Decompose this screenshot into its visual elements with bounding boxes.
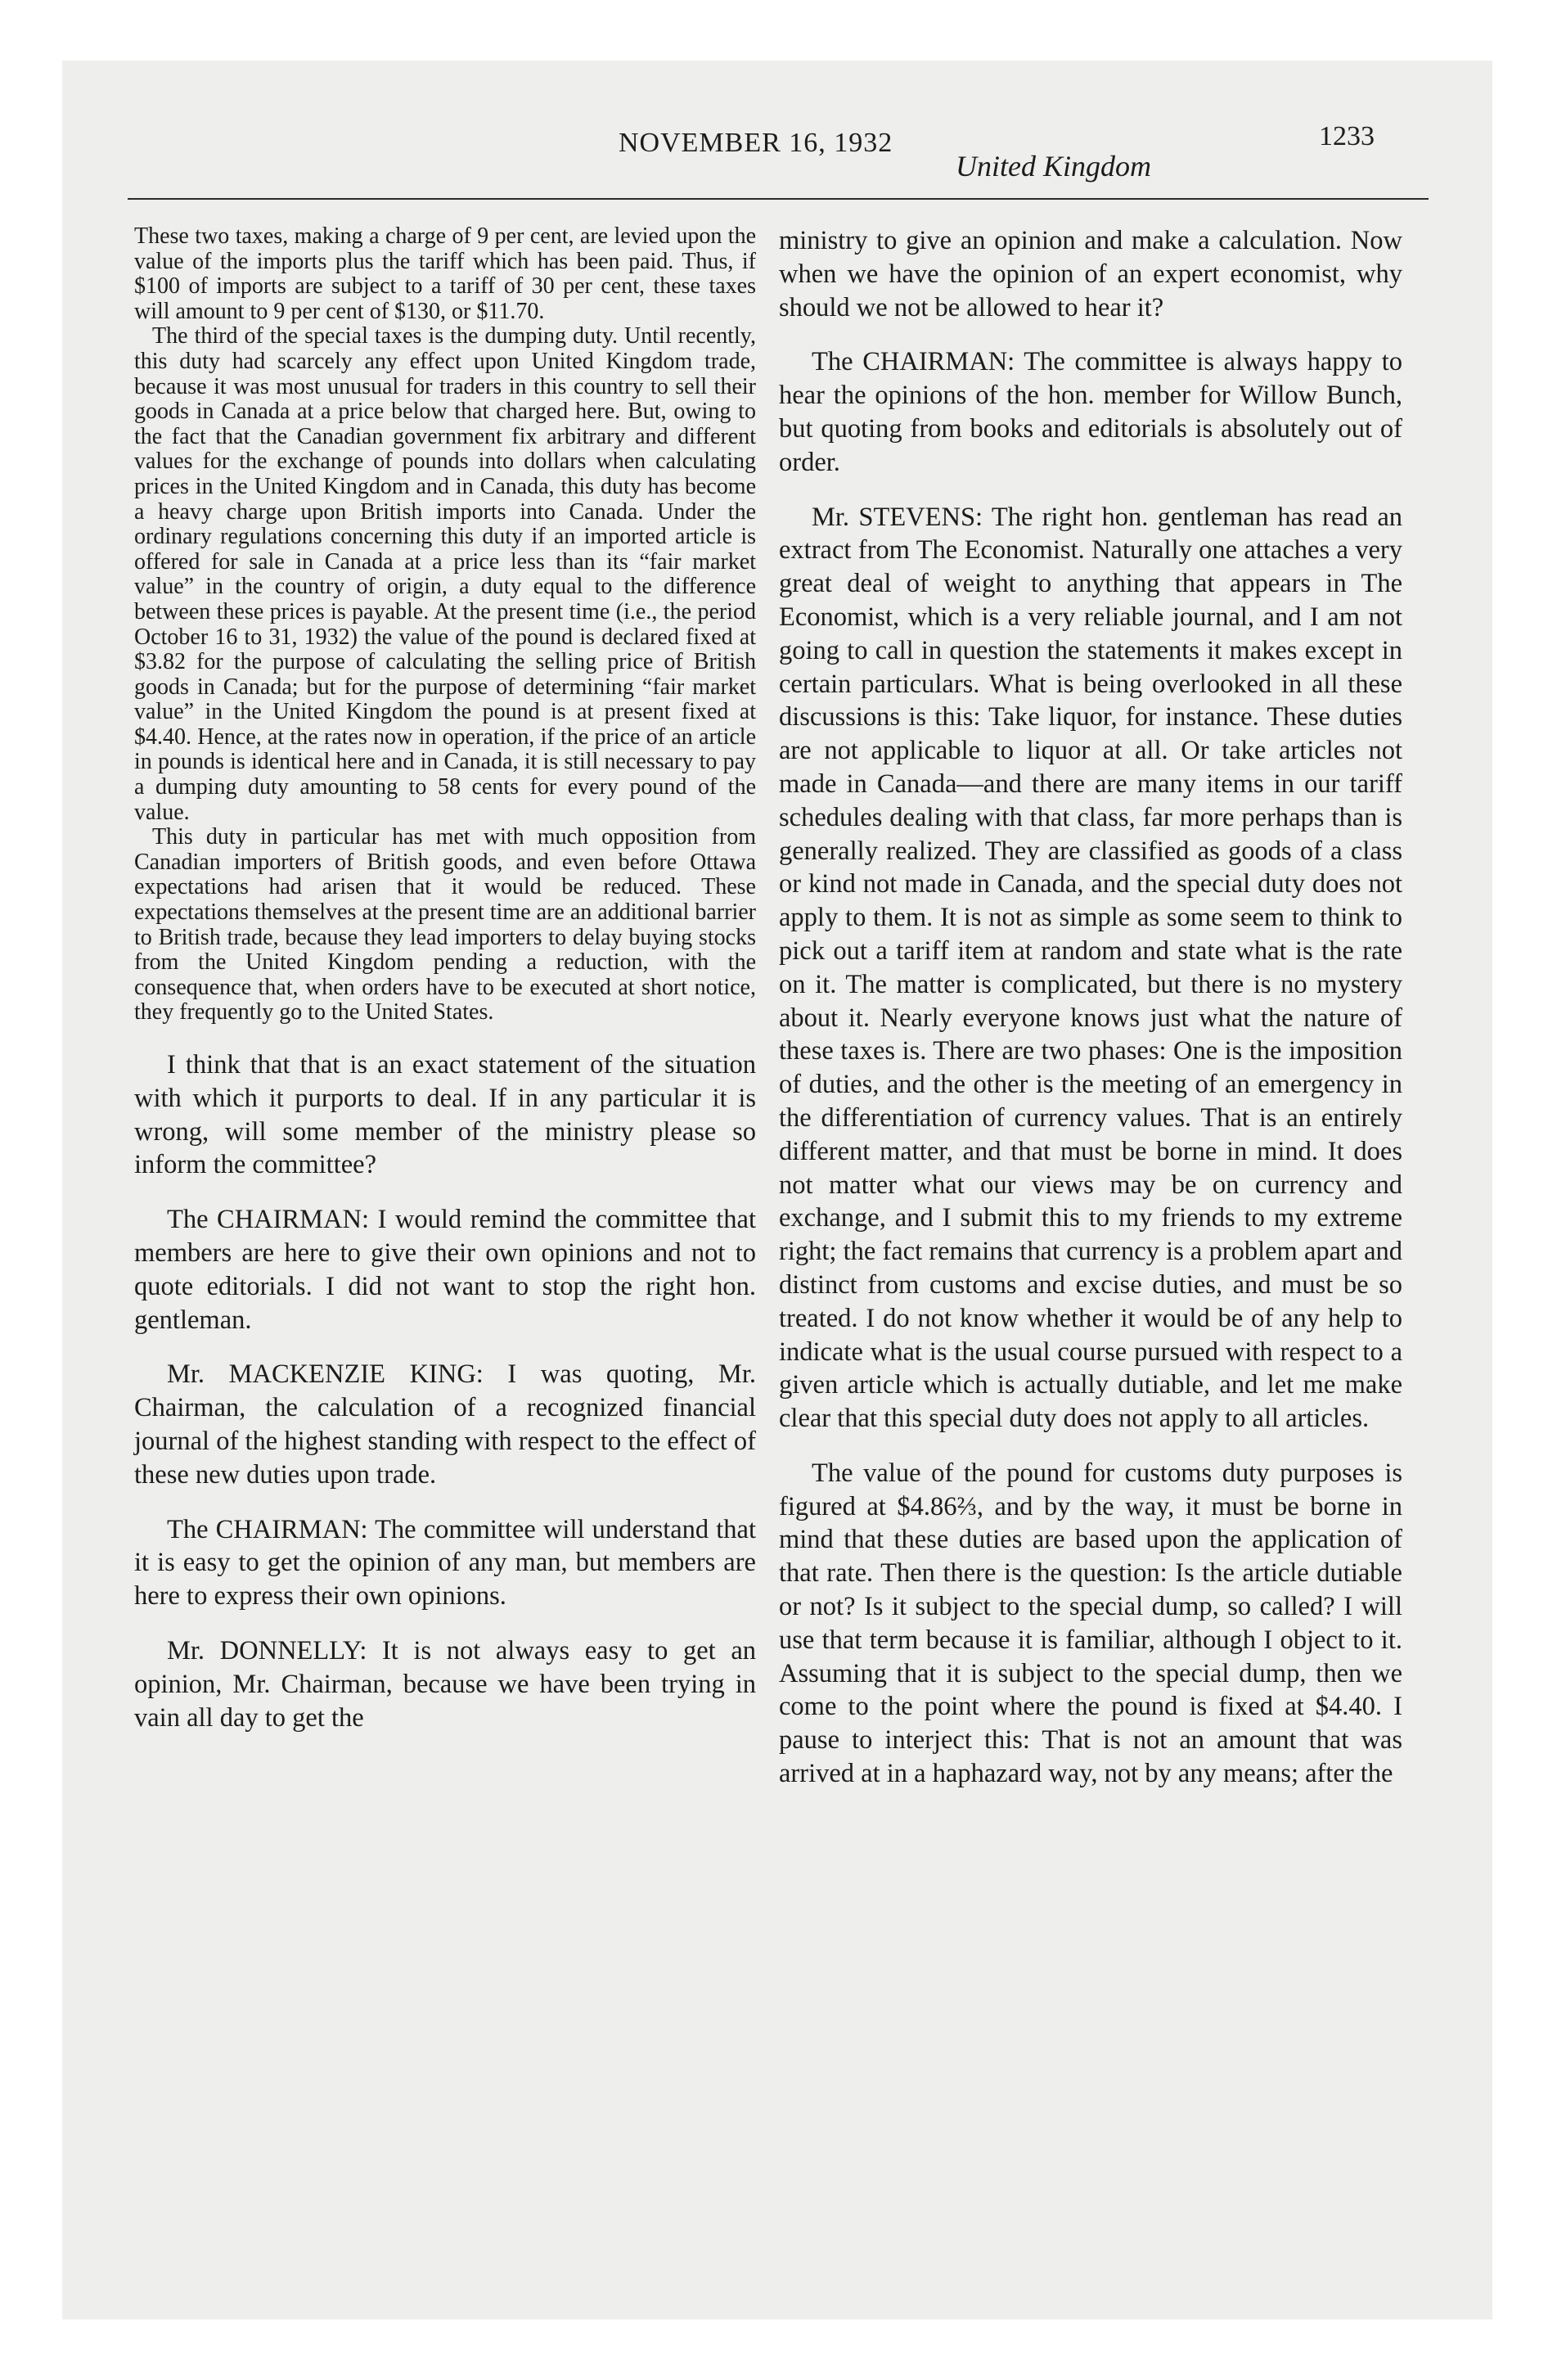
right-column [779, 224, 1402, 1812]
left-speech [134, 1048, 756, 1734]
quote-paragraph: The third of the special taxes is the dumping duty. Until recently, this duty had scarcely any effect upon United Kingdom trade, because it was most unusual for traders in this country to sell their goods in Canada at a price below that charged here. But, owing to the fact that the Canadian government fix arbitrary and different values for the exchange of pounds into dollars when calculating prices in the United Kingdom and in Canada, this duty has become a heavy charge upon British imports into Canada. Under the ordinary regulations concerning this duty if an imported article is offered for sale in Canada at a price less than its “fair market value” in the country of origin, a duty equal to the difference between these prices is payable. At the present time (i.e., the period October 16 to 31, 1932) the value of the pound is declared fixed at $3.82 for the purpose of calculating the selling price of British goods in Canada; but for the purpose of determining “fair market value” in the United Kingdom the pound is at present fixed at $4.40. Hence, at the rates now in operation, if the price of an article in pounds is identical here and in Canada, it is still necessary to pay a dumping duty amounting to 58 cents for every pound of the value. [134, 323, 756, 825]
header-rule [128, 198, 1429, 200]
header-date: NOVEMBER 16, 1932 [619, 128, 893, 158]
paragraph: I think that that is an exact statement of the situation with which it purports to deal. If in any particular it is wrong, will some member of the ministry please so inform the committee? [134, 1050, 756, 1180]
paragraph: The CHAIRMAN: The committee is always happy to hear the opinions of the hon. member for Willow Bunch, but quoting from books and editorials is absolutely out of order. [779, 347, 1402, 477]
paragraph: The value of the pound for customs duty purposes is figured at $4.86⅔, and by the way, it must be borne in mind that these duties are based upon the application of that rate. Then there is the question: Is the article dutiable or not? Is it subject to the special dump, so called? I will use that term because it is familiar, although I object to it. Assuming that it is subject to the special dump, then we come to the point where the pound is fixed at $4.40. I pause to interject this: That is not an amount that was arrived at in a haphazard way, not by any means; after the [779, 1458, 1402, 1789]
header-country: United Kingdom [956, 150, 1151, 183]
page-sheet [62, 61, 1492, 2319]
paragraph: Mr. DONNELLY: It is not always easy to get an opinion, Mr. Chairman, because we have been trying in vain all day to get the [134, 1635, 756, 1733]
paragraph: The CHAIRMAN: The committee will understand that it is easy to get the opinion of any man, but members are here to express their own opinions. [134, 1514, 756, 1611]
quote-paragraph: This duty in particular has met with much opposition from Canadian importers of British goods, and even before Ottawa expectations had arisen that it would be reduced. These expectations themselves at the present time are an additional barrier to British trade, because they lead importers to delay buying stocks from the United Kingdom pending a reduction, with the consequence that, when orders have to be executed at short notice, they frequently go to the United States. [134, 824, 756, 1025]
paragraph: The CHAIRMAN: I would remind the committee that members are here to give their own opinions and not to quote editorials. I did not want to stop the right hon. gentleman. [134, 1205, 756, 1335]
quote-paragraph: These two taxes, making a charge of 9 per cent, are levied upon the value of the imports plus the tariff which has been paid. Thus, if $100 of imports are subject to a tariff of 30 per cent, these taxes will amount to 9 per cent of $130, or $11.70. [134, 223, 756, 324]
paragraph: Mr. STEVENS: The right hon. gentleman has read an extract from The Economist. Naturally one attaches a very great deal of weight to anything that appears in The Economist, which is a very reliable journal, and I am not going to call in question the statements it makes except in certain particulars. What is being overlooked in all these discussions is this: Take liquor, for instance. These duties are not applicable to liquor at all. Or take articles not made in Canada—and there are many items in our tariff schedules dealing with that class, far more perhaps than is generally realized. They are classified as goods of a class or kind not made in Canada, and the special duty does not apply to them. It is not as simple as some seem to think to pick out a tariff item at random and state what is the rate on it. The matter is complicated, but there is no mystery about it. Nearly everyone knows just what the nature of these taxes is. There are two phases: One is the imposition of duties, and the other is the meeting of an emergency in the differentiation of currency values. That is an entirely different matter, and that must be borne in mind. It does not matter what our views may be on currency and exchange, and I submit this to my friends to my extreme right; the fact remains that currency is a problem apart and distinct from customs and excise duties, and must be so treated. I do not know whether it would be of any help to indicate what is the usual course pursued with respect to a given article which is actually dutiable, and let me make clear that this special duty does not apply to all articles. [779, 502, 1402, 1434]
paragraph: ministry to give an opinion and make a calculation. Now when we have the opinion of an expert economist, why should we not be allowed to hear it? [779, 226, 1402, 322]
page-number: 1233 [1319, 121, 1375, 151]
quoted-extract [134, 224, 756, 1025]
left-column [134, 224, 756, 1756]
paragraph: Mr. MACKENZIE KING: I was quoting, Mr. Chairman, the calculation of a recognized financial journal of the highest standing with respect to the effect of these new duties upon trade. [134, 1359, 756, 1490]
